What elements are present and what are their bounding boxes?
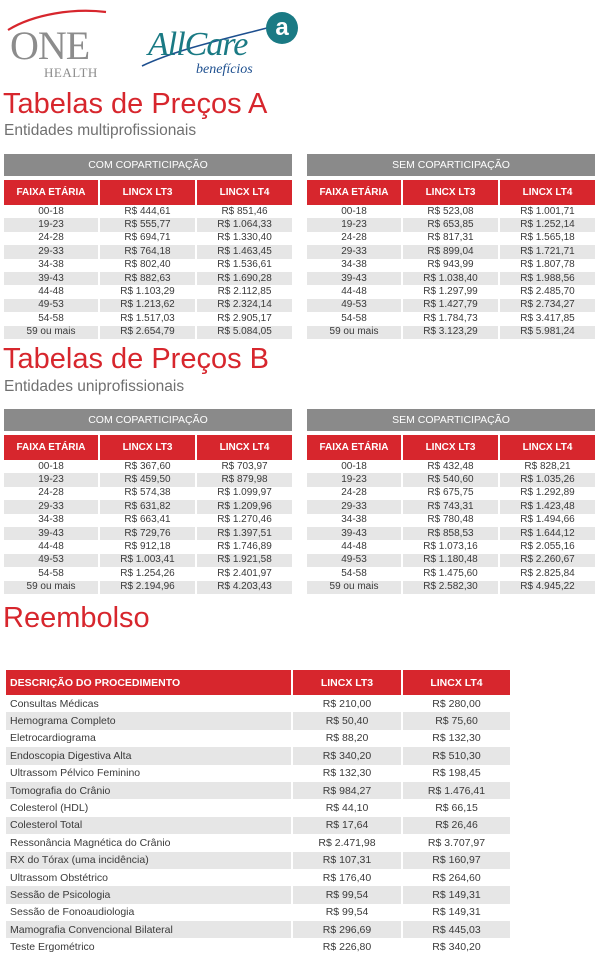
row-label: 00-18 — [307, 205, 402, 218]
row-label: 39-43 — [4, 527, 99, 540]
price-cell: R$ 743,31 — [402, 500, 499, 513]
reembolso-table — [6, 670, 510, 956]
row-label: 54-58 — [307, 567, 402, 580]
price-cell: R$ 802,40 — [99, 259, 196, 272]
price-cell: R$ 1.784,73 — [402, 312, 499, 325]
price-cell: R$ 1.001,71 — [499, 205, 595, 218]
table-row — [4, 285, 292, 298]
table-row — [6, 852, 510, 869]
row-label: Endoscopia Digestiva Alta — [6, 747, 292, 764]
row-label: Mamografia Convencional Bilateral — [6, 921, 292, 938]
row-label: 34-38 — [307, 259, 402, 272]
price-cell: R$ 5.981,24 — [499, 326, 595, 339]
column-header: DESCRIÇÃO DO PROCEDIMENTO — [6, 670, 292, 695]
price-cell: R$ 1.476,41 — [402, 782, 510, 799]
column-header: LINCX LT4 — [196, 435, 292, 460]
table-row — [4, 245, 292, 258]
table-row — [307, 487, 595, 500]
row-label: 49-53 — [4, 299, 99, 312]
row-label: 19-23 — [4, 218, 99, 231]
table-row — [6, 904, 510, 921]
price-cell: R$ 444,61 — [99, 205, 196, 218]
row-label: 59 ou mais — [4, 326, 99, 339]
table-row — [4, 312, 292, 325]
price-cell: R$ 4.945,22 — [499, 581, 595, 594]
price-cell: R$ 160,97 — [402, 852, 510, 869]
table-row — [4, 514, 292, 527]
column-header: LINCX LT4 — [402, 670, 510, 695]
row-label: 19-23 — [4, 473, 99, 486]
table-row — [4, 259, 292, 272]
table-row — [307, 218, 595, 231]
row-label: 24-28 — [307, 232, 402, 245]
price-cell: R$ 1.427,79 — [402, 299, 499, 312]
price-cell: R$ 1.921,58 — [196, 554, 292, 567]
table-row — [307, 473, 595, 486]
row-label: 54-58 — [307, 312, 402, 325]
column-header: LINCX LT3 — [99, 435, 196, 460]
price-cell: R$ 694,71 — [99, 232, 196, 245]
price-cell: R$ 3.417,85 — [499, 312, 595, 325]
row-label: 44-48 — [4, 540, 99, 553]
price-cell: R$ 459,50 — [99, 473, 196, 486]
price-cell: R$ 1.721,71 — [499, 245, 595, 258]
row-label: 00-18 — [307, 460, 402, 473]
price-cell: R$ 1.064,33 — [196, 218, 292, 231]
table-row — [4, 326, 292, 339]
price-cell: R$ 540,60 — [402, 473, 499, 486]
row-label: 49-53 — [307, 299, 402, 312]
price-cell: R$ 210,00 — [292, 695, 402, 712]
price-cell: R$ 703,97 — [196, 460, 292, 473]
table-row — [307, 326, 595, 339]
price-cell: R$ 1.180,48 — [402, 554, 499, 567]
table-row — [6, 782, 510, 799]
row-label: Ultrassom Obstétrico — [6, 869, 292, 886]
row-label: Teste Ergométrico — [6, 938, 292, 955]
row-label: 29-33 — [307, 500, 402, 513]
price-cell: R$ 99,54 — [292, 904, 402, 921]
price-cell: R$ 2.905,17 — [196, 312, 292, 325]
price-cell: R$ 445,03 — [402, 921, 510, 938]
price-cell: R$ 226,80 — [292, 938, 402, 955]
table-row — [307, 540, 595, 553]
price-cell: R$ 264,60 — [402, 869, 510, 886]
row-label: 59 ou mais — [4, 581, 99, 594]
price-cell: R$ 1.494,66 — [499, 514, 595, 527]
price-cell: R$ 2.055,16 — [499, 540, 595, 553]
row-label: 29-33 — [307, 245, 402, 258]
column-header: FAIXA ETÁRIA — [4, 180, 99, 205]
price-cell: R$ 2.825,84 — [499, 567, 595, 580]
price-cell: R$ 1.463,45 — [196, 245, 292, 258]
price-cell: R$ 66,15 — [402, 799, 510, 816]
price-cell: R$ 88,20 — [292, 730, 402, 747]
price-cell: R$ 132,30 — [292, 765, 402, 782]
table-row — [4, 500, 292, 513]
row-label: 24-28 — [4, 232, 99, 245]
price-cell: R$ 2.485,70 — [499, 285, 595, 298]
table-row — [307, 259, 595, 272]
column-header: LINCX LT4 — [196, 180, 292, 205]
row-label: 29-33 — [4, 245, 99, 258]
table-row — [4, 218, 292, 231]
table-row — [4, 567, 292, 580]
row-label: 39-43 — [4, 272, 99, 285]
price-cell: R$ 149,31 — [402, 886, 510, 903]
price-cell: R$ 1.003,41 — [99, 554, 196, 567]
table-row — [4, 487, 292, 500]
price-cell: R$ 3.123,29 — [402, 326, 499, 339]
table-a-title: Tabelas de Preços A — [3, 88, 268, 120]
row-label: 19-23 — [307, 218, 402, 231]
row-label: 49-53 — [307, 554, 402, 567]
price-cell: R$ 340,20 — [292, 747, 402, 764]
price-cell: R$ 1.746,89 — [196, 540, 292, 553]
price-cell: R$ 1.807,78 — [499, 259, 595, 272]
table-b-com — [4, 409, 292, 594]
price-cell: R$ 280,00 — [402, 695, 510, 712]
price-cell: R$ 2.324,14 — [196, 299, 292, 312]
row-label: 34-38 — [307, 514, 402, 527]
row-label: 44-48 — [4, 285, 99, 298]
price-cell: R$ 176,40 — [292, 869, 402, 886]
price-cell: R$ 2.734,27 — [499, 299, 595, 312]
row-label: 24-28 — [307, 487, 402, 500]
price-cell: R$ 107,31 — [292, 852, 402, 869]
reembolso-title: Reembolso — [3, 602, 150, 634]
allcare-mark-icon: a — [266, 12, 298, 44]
price-cell: R$ 858,53 — [402, 527, 499, 540]
table-row — [307, 514, 595, 527]
row-label: 49-53 — [4, 554, 99, 567]
price-cell: R$ 2.401,97 — [196, 567, 292, 580]
table-row — [4, 581, 292, 594]
row-label: RX do Tórax (uma incidência) — [6, 852, 292, 869]
row-label: Tomografia do Crânio — [6, 782, 292, 799]
price-cell: R$ 17,64 — [292, 817, 402, 834]
table-row — [307, 527, 595, 540]
price-cell: R$ 2.654,79 — [99, 326, 196, 339]
price-cell: R$ 1.690,28 — [196, 272, 292, 285]
table-row — [307, 205, 595, 218]
price-cell: R$ 574,38 — [99, 487, 196, 500]
price-cell: R$ 882,63 — [99, 272, 196, 285]
table-b-title: Tabelas de Preços B — [3, 343, 269, 375]
group-header: COM COPARTICIPAÇÃO — [4, 409, 292, 431]
price-cell: R$ 912,18 — [99, 540, 196, 553]
price-cell: R$ 2.471,98 — [292, 834, 402, 851]
price-cell: R$ 879,98 — [196, 473, 292, 486]
price-cell: R$ 523,08 — [402, 205, 499, 218]
table-row — [4, 232, 292, 245]
price-cell: R$ 296,69 — [292, 921, 402, 938]
table-row — [307, 581, 595, 594]
allcare-logo-word: AllCare — [148, 26, 248, 63]
price-cell: R$ 50,40 — [292, 712, 402, 729]
price-cell: R$ 1.103,29 — [99, 285, 196, 298]
price-cell: R$ 99,54 — [292, 886, 402, 903]
price-cell: R$ 340,20 — [402, 938, 510, 955]
column-header: LINCX LT4 — [499, 180, 595, 205]
table-row — [6, 695, 510, 712]
price-cell: R$ 26,46 — [402, 817, 510, 834]
row-label: 00-18 — [4, 205, 99, 218]
table-b-sem — [307, 409, 595, 594]
price-cell: R$ 432,48 — [402, 460, 499, 473]
row-label: 29-33 — [4, 500, 99, 513]
row-label: 00-18 — [4, 460, 99, 473]
allcare-logo-sub: benefícios — [196, 62, 253, 77]
price-cell: R$ 1.297,99 — [402, 285, 499, 298]
one-health-logo — [4, 6, 108, 80]
one-health-logo-sub: HEALTH — [44, 65, 98, 80]
price-cell: R$ 198,45 — [402, 765, 510, 782]
row-label: Sessão de Fonoaudiologia — [6, 904, 292, 921]
price-cell: R$ 1.073,16 — [402, 540, 499, 553]
column-header: LINCX LT3 — [402, 180, 499, 205]
price-cell: R$ 1.644,12 — [499, 527, 595, 540]
price-cell: R$ 555,77 — [99, 218, 196, 231]
table-row — [6, 834, 510, 851]
one-health-logo-word: ONE — [10, 23, 90, 68]
price-cell: R$ 3.707,97 — [402, 834, 510, 851]
price-cell: R$ 675,75 — [402, 487, 499, 500]
row-label: 24-28 — [4, 487, 99, 500]
price-cell: R$ 2.112,85 — [196, 285, 292, 298]
row-label: Consultas Médicas — [6, 695, 292, 712]
column-header: LINCX LT3 — [402, 435, 499, 460]
price-cell: R$ 149,31 — [402, 904, 510, 921]
row-label: Colesterol (HDL) — [6, 799, 292, 816]
row-label: 34-38 — [4, 514, 99, 527]
table-row — [307, 554, 595, 567]
price-cell: R$ 1.254,26 — [99, 567, 196, 580]
group-header: SEM COPARTICIPAÇÃO — [307, 409, 595, 431]
table-row — [6, 730, 510, 747]
row-label: Eletrocardiograma — [6, 730, 292, 747]
table-row — [6, 817, 510, 834]
row-label: 54-58 — [4, 312, 99, 325]
column-header: LINCX LT4 — [499, 435, 595, 460]
price-cell: R$ 510,30 — [402, 747, 510, 764]
group-header: SEM COPARTICIPAÇÃO — [307, 154, 595, 176]
row-label: 34-38 — [4, 259, 99, 272]
price-cell: R$ 1.536,61 — [196, 259, 292, 272]
price-cell: R$ 729,76 — [99, 527, 196, 540]
table-row — [6, 799, 510, 816]
price-cell: R$ 2.194,96 — [99, 581, 196, 594]
table-row — [4, 554, 292, 567]
price-cell: R$ 2.260,67 — [499, 554, 595, 567]
price-cell: R$ 1.035,26 — [499, 473, 595, 486]
row-label: 54-58 — [4, 567, 99, 580]
table-a-sem — [307, 154, 595, 339]
price-cell: R$ 943,99 — [402, 259, 499, 272]
row-label: 44-48 — [307, 540, 402, 553]
row-label: Ressonância Magnética do Crânio — [6, 834, 292, 851]
price-cell: R$ 2.582,30 — [402, 581, 499, 594]
price-cell: R$ 828,21 — [499, 460, 595, 473]
price-cell: R$ 1.988,56 — [499, 272, 595, 285]
table-row — [4, 473, 292, 486]
row-label: 44-48 — [307, 285, 402, 298]
table-row — [307, 567, 595, 580]
table-row — [4, 527, 292, 540]
table-row — [4, 460, 292, 473]
row-label: Colesterol Total — [6, 817, 292, 834]
column-header: FAIXA ETÁRIA — [307, 435, 402, 460]
table-row — [307, 272, 595, 285]
row-label: 39-43 — [307, 272, 402, 285]
price-cell: R$ 367,60 — [99, 460, 196, 473]
table-row — [6, 747, 510, 764]
price-cell: R$ 631,82 — [99, 500, 196, 513]
row-label: 59 ou mais — [307, 581, 402, 594]
table-row — [6, 765, 510, 782]
table-row — [4, 205, 292, 218]
row-label: 39-43 — [307, 527, 402, 540]
table-b-subtitle: Entidades uniprofissionais — [4, 378, 185, 395]
table-row — [6, 869, 510, 886]
column-header: LINCX LT3 — [292, 670, 402, 695]
price-cell: R$ 1.213,62 — [99, 299, 196, 312]
table-a-com — [4, 154, 292, 339]
table-row — [307, 232, 595, 245]
table-row — [307, 460, 595, 473]
row-label: Hemograma Completo — [6, 712, 292, 729]
column-header: LINCX LT3 — [99, 180, 196, 205]
price-cell: R$ 1.270,46 — [196, 514, 292, 527]
column-header: FAIXA ETÁRIA — [4, 435, 99, 460]
price-cell: R$ 5.084,05 — [196, 326, 292, 339]
price-cell: R$ 75,60 — [402, 712, 510, 729]
price-cell: R$ 899,04 — [402, 245, 499, 258]
row-label: 19-23 — [307, 473, 402, 486]
group-header: COM COPARTICIPAÇÃO — [4, 154, 292, 176]
table-row — [6, 712, 510, 729]
price-cell: R$ 1.292,89 — [499, 487, 595, 500]
price-cell: R$ 1.038,40 — [402, 272, 499, 285]
price-cell: R$ 1.397,51 — [196, 527, 292, 540]
table-row — [307, 299, 595, 312]
price-cell: R$ 1.209,96 — [196, 500, 292, 513]
price-cell: R$ 764,18 — [99, 245, 196, 258]
row-label: Sessão de Psicologia — [6, 886, 292, 903]
price-cell: R$ 1.252,14 — [499, 218, 595, 231]
price-cell: R$ 1.330,40 — [196, 232, 292, 245]
table-row — [4, 299, 292, 312]
price-cell: R$ 653,85 — [402, 218, 499, 231]
allcare-logo — [140, 8, 310, 78]
price-cell: R$ 663,41 — [99, 514, 196, 527]
price-cell: R$ 4.203,43 — [196, 581, 292, 594]
price-cell: R$ 1.423,48 — [499, 500, 595, 513]
table-a-subtitle: Entidades multiprofissionais — [4, 122, 197, 139]
price-cell: R$ 817,31 — [402, 232, 499, 245]
price-cell: R$ 44,10 — [292, 799, 402, 816]
row-label: Ultrassom Pélvico Feminino — [6, 765, 292, 782]
table-row — [4, 272, 292, 285]
table-row — [6, 938, 510, 955]
table-row — [307, 285, 595, 298]
table-row — [6, 921, 510, 938]
table-row — [307, 312, 595, 325]
price-cell: R$ 1.475,60 — [402, 567, 499, 580]
column-header: FAIXA ETÁRIA — [307, 180, 402, 205]
price-cell: R$ 1.099,97 — [196, 487, 292, 500]
table-row — [307, 245, 595, 258]
row-label: 59 ou mais — [307, 326, 402, 339]
price-cell: R$ 1.565,18 — [499, 232, 595, 245]
table-row — [4, 540, 292, 553]
price-cell: R$ 984,27 — [292, 782, 402, 799]
price-cell: R$ 1.517,03 — [99, 312, 196, 325]
price-cell: R$ 780,48 — [402, 514, 499, 527]
table-row — [6, 886, 510, 903]
price-cell: R$ 851,46 — [196, 205, 292, 218]
price-cell: R$ 132,30 — [402, 730, 510, 747]
table-row — [307, 500, 595, 513]
